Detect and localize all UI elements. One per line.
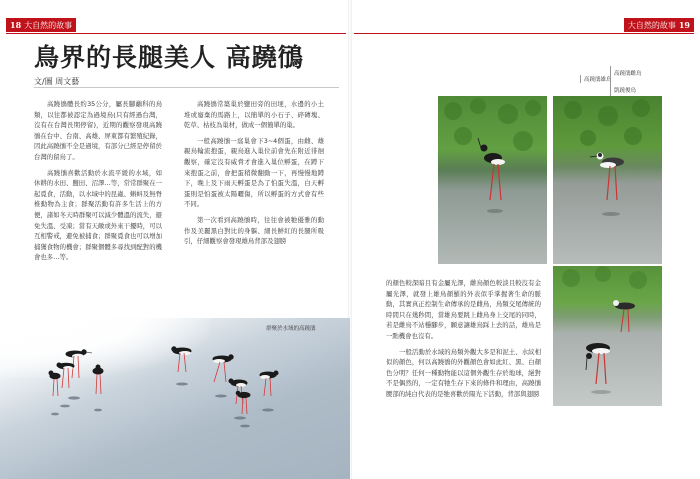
left-section-title: 大自然的故事	[24, 21, 73, 30]
flock-photo	[0, 318, 350, 479]
female-label-group	[610, 66, 642, 100]
female-label-text: 高蹺鴴雌鳥	[614, 71, 642, 77]
stilt-bird	[49, 371, 60, 396]
paragraph: 高蹺鴴喜歡活動於水流平緩的水域，如休耕的水田、鹽田、沼澤…等，常常群聚在一起覓食，活動，以水域中的昆蟲、蝌蚪及無脊椎動物為主食；群聚活動有許多生活上的方便，諸如冬天時群聚可以減少體溫的流失，避免失溫、受凍；當有天敵或外來干擾時，可以互相警戒，避免被捕食；群聚覓食也可以增加捕獲食物的機會；群聚個體多尋找到配對的機會也多…等。	[34, 168, 162, 262]
paragraph: 一般高蹺鴴一窩巢會下3~4個蛋，由雌、雄親鳥輪流抱蛋，親鳥進入巢位前會先在附近徘徊觀察，確定沒有威脅才會進入巢位孵蛋，在蹲下來抱蛋之前，會把蛋稍微翻動一下，再慢慢地蹲下，晚上及下雨天孵蛋是為了怕蛋失溫，白天孵蛋則是怕蛋被太陽曬傷，所以孵蛋的方式會有些不同。	[184, 136, 324, 209]
text-column-3	[386, 278, 541, 405]
stilt-bird	[93, 365, 103, 394]
paragraph: 第一次看到高蹺鴴時，往往會被牠優雅的動作及美麗黑白對比的身軀、細長鮮紅的長腿所吸引，仔細觀察會發現雄鳥背部及翅膀	[184, 215, 324, 246]
right-header-tab	[624, 18, 694, 32]
third-label-text: 凱蹺俊鳥	[614, 88, 637, 94]
paragraph: 的顏色較深暗且有金屬光澤，雌鳥顏色較淡且較沒有金屬光澤，就發上雄鳥顏羅的外表似乎掌握著生命的脈動，其實真正控制生命傳承的是雌鳥，鳥類交尾傳統的時間只在幾秒間，當雄鳥要跳上雌鳥身上交尾的同時，若是雌鳥不站穩腳步，願意讓雄鳥踩上去的話，雄鳥是一點機會也沒有。	[386, 279, 541, 340]
right-page-number: 19	[678, 20, 690, 30]
stilt-photo-top-right	[553, 96, 662, 264]
text-column-2	[184, 99, 324, 252]
left-header-tab	[6, 18, 76, 32]
flock-photo-caption: 群聚於水域的高蹺鴴	[266, 326, 316, 332]
stilt-bird	[172, 347, 191, 372]
stilt-top-left-illustration	[438, 96, 547, 264]
water-reflections	[51, 383, 274, 428]
flock-illustration	[0, 318, 350, 479]
male-label-text: 高蹺鴴雄鳥	[584, 77, 612, 83]
paragraph: 高蹺鴴體長約35公分，屬長腳鷸科的鳥類，以往都被認定為過境鳥(只有經過台灣，沒有在台灣長期停留)，近期的觀察發現高蹺鴴在台中、台南、高雄、屏東都有繁殖紀錄，因此高蹺鴴不全是過境，有部分已經是停留於台灣的留鳥了。	[34, 100, 162, 161]
stilt-bird	[213, 355, 233, 382]
stilt-bird	[236, 391, 250, 414]
male-label	[580, 75, 612, 83]
left-page-number: 18	[10, 20, 22, 30]
stilt-bird	[260, 371, 278, 396]
paragraph: 一般活動於水域的鳥類外觀大多是和泥土、水紋相似的顏色，何以高蹺鴴的外觀顏色會如此紅、黑、白顏色分明？任何一種動物能以這個外觀生存於地球，絕對不是偶然的，一定有牠生存下來的條件和理由，高蹺鴴腰部的純白代表的是牠喜歡於陽光下活動，背部與翅膀	[386, 347, 541, 398]
right-header-rule	[354, 33, 694, 34]
stilt-top-right-illustration	[553, 96, 662, 264]
stilt-photo-bottom-right	[553, 266, 662, 406]
stilt-bottom-right-illustration	[553, 266, 662, 406]
article-title: 鳥界的長腿美人 高蹺鴴	[34, 43, 304, 72]
left-header-rule	[6, 33, 346, 34]
article-byline: 文/圖 周文藝	[34, 77, 80, 86]
paragraph: 高蹺鴴常築巢於鹽田旁的田埂，水邊的小土堆或廢棄的馬路上，以簡單的小石子、碎磚塊、乾草、枯枝為巢材，做成一個簡單的巢。	[184, 100, 324, 130]
right-section-title: 大自然的故事	[627, 21, 676, 30]
text-column-1	[34, 99, 162, 268]
stilt-photo-top-left	[438, 96, 547, 264]
byline-divider	[34, 87, 339, 88]
